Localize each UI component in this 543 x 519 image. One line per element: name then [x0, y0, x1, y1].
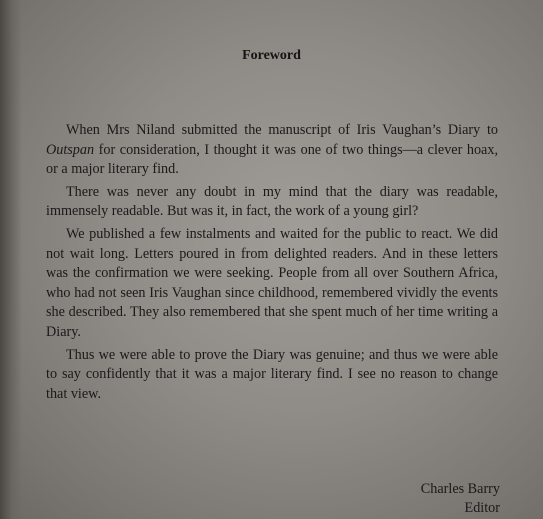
publication-title: Outspan [46, 141, 95, 158]
signatory-role: Editor [464, 500, 500, 516]
foreword-body [46, 121, 498, 404]
page-gutter-shadow [0, 0, 22, 519]
signatory-name: Charles Barry [420, 481, 500, 497]
paragraph-4: Thus we were able to prove the Diary was genuine; and thus we were able to say confidently that it was a major literary find. I see no reason to change that view. [46, 346, 498, 402]
signature-block [421, 480, 500, 518]
paragraph-1: When Mrs Niland submitted the manuscript of Iris Vaughan’s Diary to Outspan for consideration, I thought it was one of two things—a clever hoax, or a major literary find. [46, 122, 498, 178]
paragraph-2: There was never any doubt in my mind that the diary was readable, immensely readable. But was it, in fact, the work of a young girl? [46, 183, 498, 220]
page-title: Foreword [242, 48, 301, 64]
paragraph-3: We published a few instalments and waited for the public to react. We did not wait long. Letters poured in from delighted readers. And in these letters was the confirmation we were seeking. People from all over Southern Africa, who had not seen Iris Vaughan since childhood, remembered vividly the events she described. They also remembered that she spent much of her time writing a Diary. [46, 225, 498, 340]
